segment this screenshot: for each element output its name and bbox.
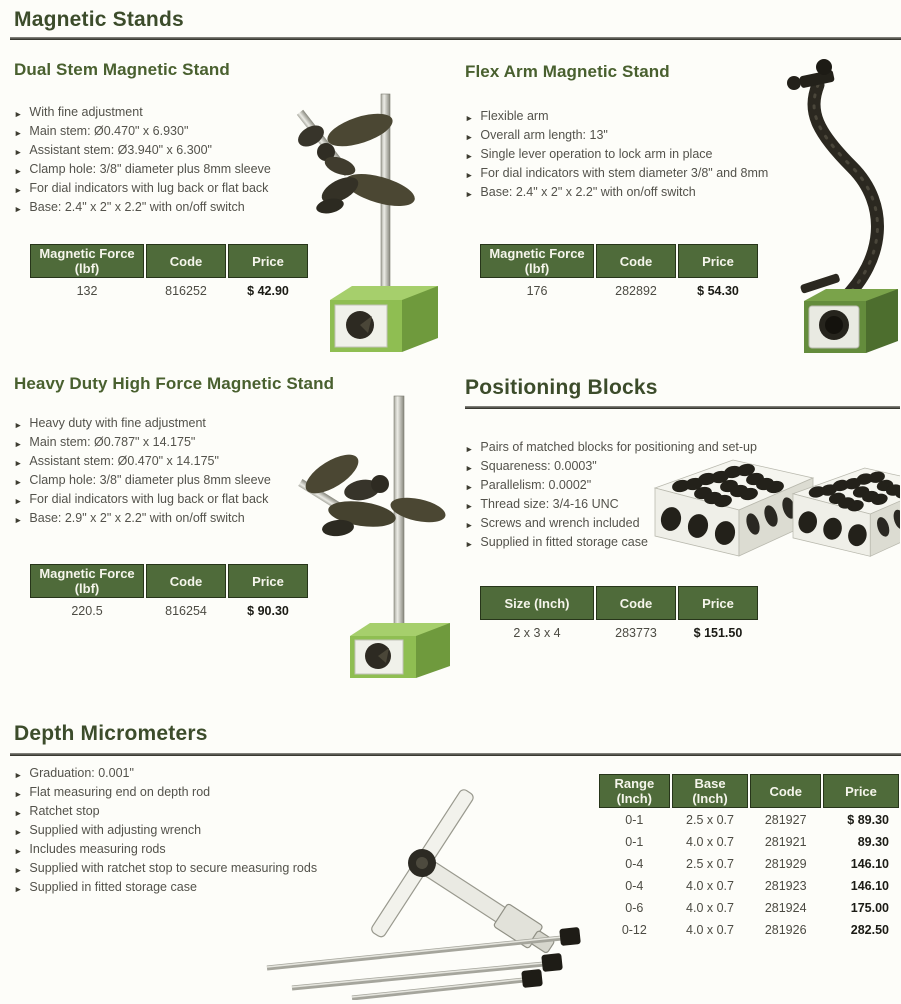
cell-code: 816254	[165, 604, 207, 618]
table-header-row	[599, 774, 899, 808]
bullet-arrow-icon: ►	[14, 495, 23, 506]
table-row	[599, 876, 899, 896]
table-row	[480, 622, 758, 642]
product-title-flex-arm: Flex Arm Magnetic Stand	[465, 62, 670, 81]
table-header-row	[30, 244, 308, 278]
depth-micrometer-photo	[252, 768, 600, 1000]
bullet-arrow-icon: ►	[14, 108, 23, 119]
col-header: Price	[228, 244, 308, 278]
cell-price: 89.30	[857, 835, 889, 849]
feature-item	[14, 512, 271, 527]
table-row	[599, 810, 899, 830]
col-header: Code	[596, 586, 676, 620]
feature-item	[14, 201, 271, 216]
cell-code: 281927	[764, 813, 807, 827]
table-row	[599, 898, 899, 918]
cell-price: 146.10	[850, 857, 889, 871]
feature-text: Assistant stem: Ø3.940" x 6.300"	[29, 143, 212, 157]
table-row	[599, 920, 899, 940]
bullet-arrow-icon: ►	[465, 150, 474, 161]
feature-text: Clamp hole: 3/8" diameter plus 8mm sleeve	[29, 162, 271, 176]
feature-item	[465, 148, 768, 163]
table-header-row	[30, 564, 308, 598]
feature-text: Assistant stem: Ø0.470" x 14.175"	[29, 454, 219, 468]
col-header: Code	[146, 244, 226, 278]
positioning-blocks-photo	[653, 438, 900, 588]
feature-item	[465, 186, 768, 201]
cell-range: 0-12	[621, 923, 647, 937]
cell-range: 0-1	[625, 813, 644, 827]
bullet-arrow-icon: ►	[14, 127, 23, 138]
cell-range: 0-4	[625, 857, 644, 871]
cell-code: 283773	[615, 626, 657, 640]
feature-text: Clamp hole: 3/8" diameter plus 8mm sleeve	[29, 473, 271, 487]
bullet-arrow-icon: ►	[465, 443, 474, 454]
cell-code: 281924	[764, 901, 807, 915]
feature-text: Ratchet stop	[29, 804, 100, 818]
feature-item	[14, 106, 271, 121]
feature-item	[14, 144, 271, 159]
cell-size: 2 x 3 x 4	[513, 626, 561, 640]
feature-text: Base: 2.4" x 2" x 2.2" with on/off switch	[29, 200, 245, 214]
section-divider	[10, 37, 901, 40]
product-title-heavy-duty: Heavy Duty High Force Magnetic Stand	[14, 374, 335, 393]
feature-item	[14, 493, 271, 508]
cell-range: 0-6	[625, 901, 644, 915]
feature-text: Flexible arm	[480, 109, 549, 123]
feature-text: For dial indicators with lug back or flat back	[29, 492, 269, 506]
bullet-arrow-icon: ►	[14, 438, 23, 449]
bullet-arrow-icon: ►	[465, 519, 474, 530]
section-title-depth-micrometers: Depth Micrometers	[14, 722, 208, 745]
feature-text: Screws and wrench included	[480, 516, 640, 530]
feature-item	[14, 125, 271, 140]
col-header: Code	[146, 564, 226, 598]
cell-price: 282.50	[850, 923, 889, 937]
cell-base: 4.0 x 0.7	[686, 879, 734, 893]
bullet-arrow-icon: ►	[14, 146, 23, 157]
feature-item	[465, 110, 768, 125]
spec-table-positioning-blocks	[478, 584, 760, 644]
feature-text: Supplied in fitted storage case	[29, 880, 197, 894]
heavy-duty-stand-photo	[298, 388, 470, 680]
feature-item	[14, 163, 271, 178]
bullet-arrow-icon: ►	[14, 203, 23, 214]
feature-item	[465, 129, 768, 144]
feature-text: Thread size: 3/4-16 UNC	[480, 497, 619, 511]
feature-text: Overall arm length: 13"	[480, 128, 608, 142]
cell-code: 281926	[764, 923, 807, 937]
feature-item	[465, 167, 768, 182]
col-header: Magnetic Force (lbf)	[30, 244, 144, 278]
bullet-arrow-icon: ►	[465, 500, 474, 511]
feature-list-heavy-duty	[14, 417, 271, 531]
feature-item	[14, 436, 271, 451]
col-header: Range (Inch)	[599, 774, 670, 808]
feature-text: Graduation: 0.001"	[29, 766, 134, 780]
cell-price: 175.00	[850, 901, 889, 915]
bullet-arrow-icon: ►	[14, 807, 23, 818]
cell-price: 146.10	[850, 879, 889, 893]
spec-table-heavy-duty	[28, 562, 310, 622]
feature-text: Flat measuring end on depth rod	[29, 785, 211, 799]
cell-base: 4.0 x 0.7	[686, 835, 734, 849]
cell-force: 176	[526, 284, 548, 298]
bullet-arrow-icon: ►	[465, 188, 474, 199]
bullet-arrow-icon: ►	[14, 826, 23, 837]
bullet-arrow-icon: ►	[14, 419, 23, 430]
feature-text: Base: 2.4" x 2" x 2.2" with on/off switch	[480, 185, 696, 199]
bullet-arrow-icon: ►	[465, 538, 474, 549]
bullet-arrow-icon: ►	[14, 864, 23, 875]
feature-text: Main stem: Ø0.787" x 14.175"	[29, 435, 196, 449]
bullet-arrow-icon: ►	[14, 184, 23, 195]
cell-base: 4.0 x 0.7	[686, 901, 734, 915]
bullet-arrow-icon: ►	[14, 165, 23, 176]
feature-text: Base: 2.9" x 2" x 2.2" with on/off switch	[29, 511, 245, 525]
bullet-arrow-icon: ►	[14, 788, 23, 799]
flex-arm-stand-photo	[752, 55, 901, 365]
cell-price: $ 89.30	[847, 813, 889, 827]
cell-base: 2.5 x 0.7	[686, 857, 734, 871]
cell-range: 0-1	[625, 835, 644, 849]
feature-text: Parallelism: 0.0002"	[480, 478, 592, 492]
cell-base: 2.5 x 0.7	[686, 813, 734, 827]
feature-text: Main stem: Ø0.470" x 6.930"	[29, 124, 189, 138]
col-header: Magnetic Force (lbf)	[480, 244, 594, 278]
feature-item	[14, 417, 271, 432]
bullet-arrow-icon: ►	[14, 457, 23, 468]
feature-text: Includes measuring rods	[29, 842, 166, 856]
col-header: Base (Inch)	[672, 774, 749, 808]
col-header: Price	[678, 244, 758, 278]
bullet-arrow-icon: ►	[465, 169, 474, 180]
feature-text: For dial indicators with lug back or flat back	[29, 181, 269, 195]
cell-price: $ 54.30	[697, 284, 739, 298]
cell-price: $ 151.50	[693, 626, 743, 640]
bullet-arrow-icon: ►	[14, 514, 23, 525]
dual-stem-stand-photo	[268, 88, 463, 360]
feature-item	[14, 474, 271, 489]
feature-list-dual-stem	[14, 106, 271, 220]
col-header: Magnetic Force (lbf)	[30, 564, 144, 598]
feature-text: Heavy duty with fine adjustment	[29, 416, 206, 430]
col-header: Price	[228, 564, 308, 598]
table-row	[30, 600, 308, 620]
bullet-arrow-icon: ►	[465, 462, 474, 473]
bullet-arrow-icon: ►	[465, 131, 474, 142]
bullet-arrow-icon: ►	[14, 769, 23, 780]
section-divider	[465, 406, 900, 409]
section-divider	[10, 753, 901, 756]
bullet-arrow-icon: ►	[465, 112, 474, 123]
col-header: Price	[823, 774, 899, 808]
page-title: Magnetic Stands	[14, 8, 184, 31]
feature-text: Supplied in fitted storage case	[480, 535, 648, 549]
feature-text: Supplied with ratchet stop to secure measuring rods	[29, 861, 318, 875]
feature-text: Pairs of matched blocks for positioning and set-up	[480, 440, 757, 454]
spec-table-depth-micrometers	[597, 772, 901, 942]
bullet-arrow-icon: ►	[14, 845, 23, 856]
section-title-positioning-blocks: Positioning Blocks	[465, 376, 658, 399]
cell-price: $ 90.30	[247, 604, 289, 618]
bullet-arrow-icon: ►	[14, 883, 23, 894]
feature-item	[14, 455, 271, 470]
feature-text: For dial indicators with stem diameter 3/8" and 8mm	[480, 166, 769, 180]
cell-code: 816252	[165, 284, 207, 298]
table-row	[480, 280, 758, 300]
col-header: Size (Inch)	[480, 586, 594, 620]
feature-list-flex-arm	[465, 110, 768, 205]
cell-range: 0-4	[625, 879, 644, 893]
feature-text: Supplied with adjusting wrench	[29, 823, 202, 837]
feature-text: Single lever operation to lock arm in place	[480, 147, 713, 161]
table-header-row	[480, 244, 758, 278]
table-header-row	[480, 586, 758, 620]
cell-code: 281921	[764, 835, 807, 849]
col-header: Price	[678, 586, 758, 620]
bullet-arrow-icon: ►	[14, 476, 23, 487]
feature-text: With fine adjustment	[29, 105, 143, 119]
bullet-arrow-icon: ►	[465, 481, 474, 492]
col-header: Code	[750, 774, 821, 808]
product-title-dual-stem: Dual Stem Magnetic Stand	[14, 60, 230, 79]
table-row	[599, 832, 899, 852]
spec-table-flex-arm	[478, 242, 760, 302]
cell-base: 4.0 x 0.7	[686, 923, 734, 937]
cell-force: 220.5	[71, 604, 103, 618]
cell-force: 132	[76, 284, 98, 298]
feature-item	[14, 182, 271, 197]
cell-code: 282892	[615, 284, 657, 298]
cell-price: $ 42.90	[247, 284, 289, 298]
col-header: Code	[596, 244, 676, 278]
cell-code: 281929	[764, 857, 807, 871]
cell-code: 281923	[764, 879, 807, 893]
table-row	[30, 280, 308, 300]
feature-text: Squareness: 0.0003"	[480, 459, 597, 473]
table-row	[599, 854, 899, 874]
